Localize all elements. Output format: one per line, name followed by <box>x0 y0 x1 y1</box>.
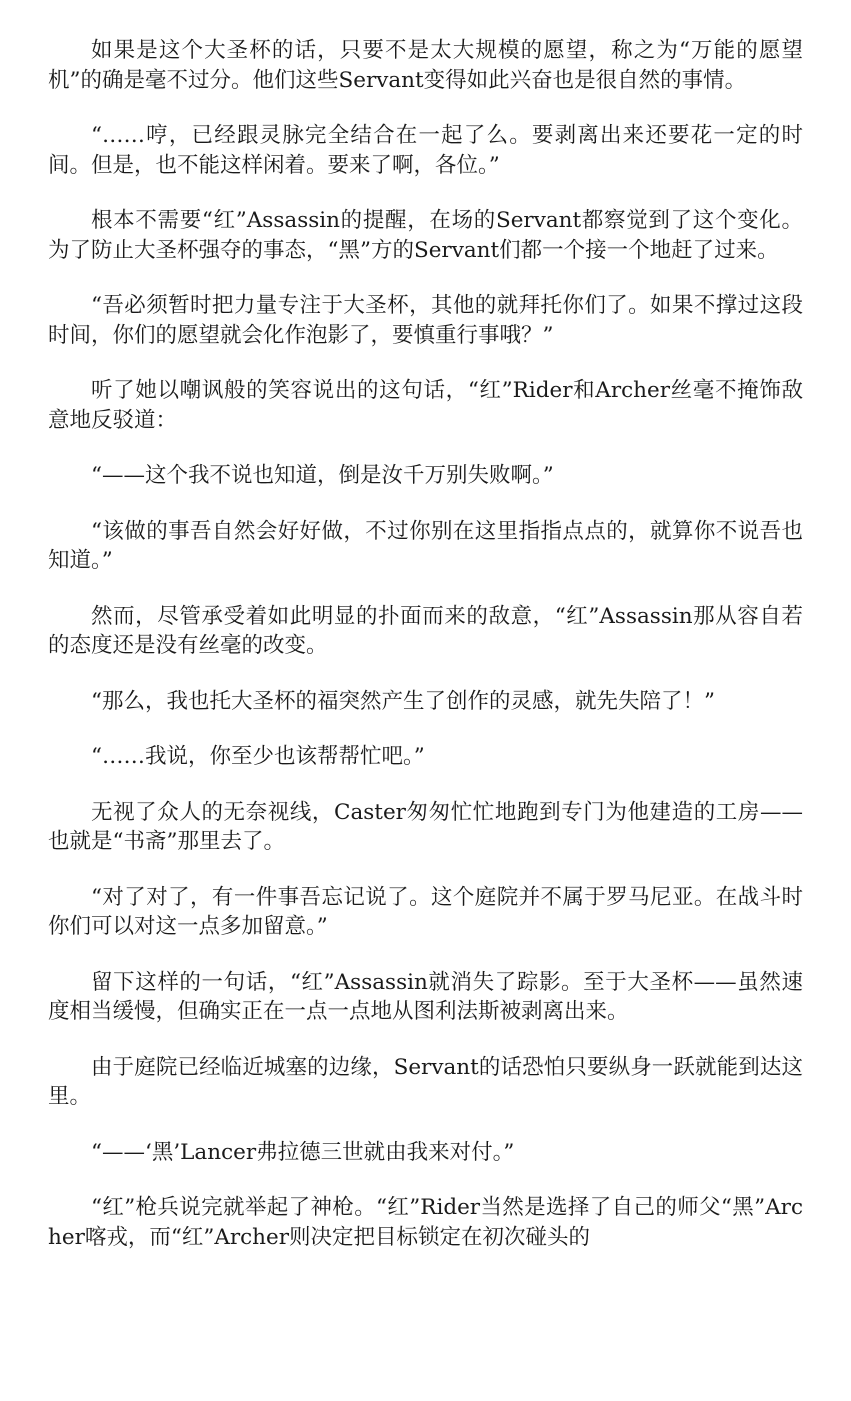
paragraph-14: 由于庭院已经临近城塞的边缘，Servant的话恐怕只要纵身一跃就能到达这里。 <box>48 1054 803 1109</box>
paragraph-8: 然而，尽管承受着如此明显的扑面而来的敌意，“红”Assassin那从容自若的态度还是没有丝毫的改变。 <box>48 603 803 658</box>
paragraph-2: “……哼，已经跟灵脉完全结合在一起了么。要剥离出来还要花一定的时间。但是，也不能这样闲着。要来了啊，各位。” <box>48 123 803 178</box>
paragraph-6: “——这个我不说也知道，倒是汝千万别失败啊。” <box>91 463 554 488</box>
paragraph-13: 留下这样的一句话，“红”Assassin就消失了踪影。至于大圣杯——虽然速度相当缓慢，但确实正在一点一点地从图利法斯被剥离出来。 <box>48 969 803 1024</box>
paragraph-11: 无视了众人的无奈视线，Caster匆匆忙忙地跑到专门为他建造的工房——也就是“书斋”那里去了。 <box>48 799 803 854</box>
paragraph-5: 听了她以嘲讽般的笑容说出的这句话，“红”Rider和Archer丝毫不掩饰敌意地反驳道： <box>48 378 803 433</box>
paragraph-3: 根本不需要“红”Assassin的提醒，在场的Servant都察觉到了这个变化。为了防止大圣杯强夺的事态，“黑”方的Servant们都一个接一个地赶了过来。 <box>48 208 803 263</box>
paragraph-4: “吾必须暂时把力量专注于大圣杯，其他的就拜托你们了。如果不撑过这段时间，你们的愿望就会化作泡影了，要慎重行事哦？” <box>48 293 803 348</box>
paragraph-9: “那么，我也托大圣杯的福突然产生了创作的灵感，就先失陪了！” <box>91 688 715 714</box>
paragraph-15: “——‘黑’Lancer弗拉德三世就由我来对付。” <box>91 1139 515 1165</box>
paragraph-16: “红”枪兵说完就举起了神枪。“红”Rider当然是选择了自己的师父“黑”Archer喀戎，而“红”Archer则决定把目标锁定在初次碰头的 <box>48 1195 803 1250</box>
paragraph-12: “对了对了，有一件事吾忘记说了。这个庭院并不属于罗马尼亚。在战斗时你们可以对这一点多加留意。” <box>48 884 803 939</box>
paragraph-1: 如果是这个大圣杯的话，只要不是太大规模的愿望，称之为“万能的愿望机”的确是毫不过分。他们这些Servant变得如此兴奋也是很自然的事情。 <box>48 38 803 93</box>
paragraph-7: “该做的事吾自然会好好做，不过你别在这里指指点点的，就算你不说吾也知道。” <box>48 518 803 573</box>
paragraph-10: “……我说，你至少也该帮帮忙吧。” <box>91 744 425 769</box>
